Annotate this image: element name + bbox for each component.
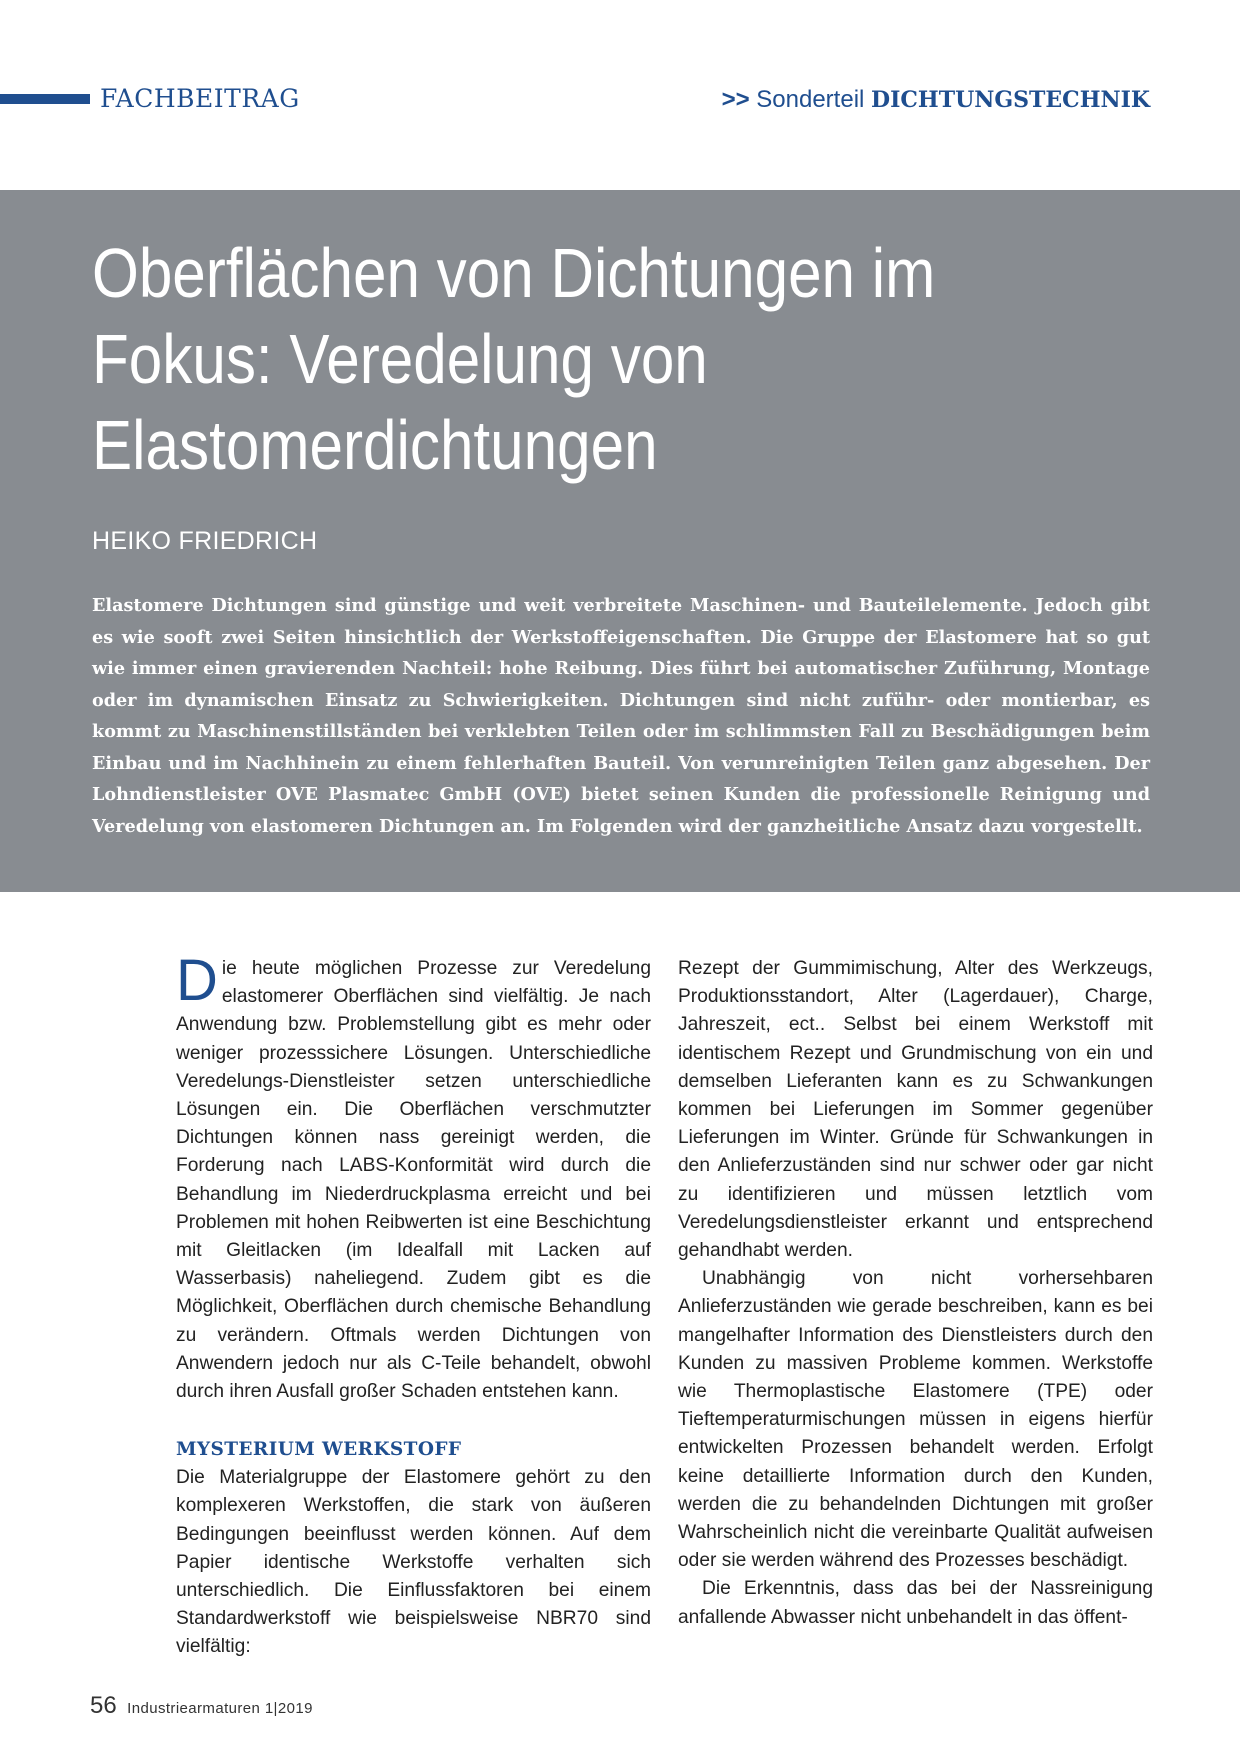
- arrows-glyph: >>: [721, 86, 750, 113]
- body-paragraph: Die Erkenntnis, dass das bei der Nassreinigung anfallende Abwasser nicht unbehandelt in das öffent-: [678, 1578, 1153, 1628]
- page-footer: [90, 1692, 313, 1720]
- body-column-right: [678, 955, 1153, 1632]
- section-heading: MYSTERIUM WERKSTOFF: [176, 1439, 462, 1461]
- article-abstract: Elastomere Dichtungen sind günstige und weit verbreitete Maschinen- und Bauteilelemente. Jedoch gibt es wie sooft zwei Seiten hinsichtlich der Werkstoffeigenschaften. Die Gruppe der Elastomere hat so gut wie immer einen gravierenden Nachteil: hohe Reibung. Dies führt bei automatischer Zuführung, Montage oder im dynamischen Einsatz zu Schwierigkeiten. Dichtungen sind nicht zuführ- oder montierbar, es kommt zu Maschinenstillständen bei verklebten Teilen oder im schlimmsten Fall zu Beschädigungen beim Einbau und im Nachhinein zu einem fehlerhaften Bauteil. Von verunreinigten Teilen ganz abgesehen. Der Lohndienstleister OVE Plasmatec GmbH (OVE) bietet seinen Kunden die professionelle Reinigung und Veredelung von elastomeren Dichtungen an. Im Folgenden wird der ganzheitliche Ansatz dazu vorgestellt.: [92, 595, 1150, 837]
- body-column-left: [176, 948, 651, 1662]
- page-number: 56: [90, 1692, 117, 1719]
- body-paragraph: Die Materialgruppe der Elastomere gehört zu den komplexeren Werkstoffen, die stark von äußeren Bedingungen beeinflusst werden können. Auf dem Papier identische Werkstoffe verhalten sich unterschiedlich. Die Einflussfaktoren bei einem Standardwerkstoff wie beispielsweise NBR70 sind vielfältig:: [176, 1467, 651, 1658]
- drop-cap: D: [176, 948, 218, 1013]
- body-paragraph: Rezept der Gummimischung, Alter des Werkzeugs, Produktionsstandort, Alter (Lagerdauer), Charge, Jahreszeit, ect.. Selbst bei einem Werkstoff mit identischem Rezept und Grundmischung von ein und demselben Lieferanten kann es zu Schwankungen kommen bei Lieferungen im Sommer gegenüber Lieferungen im Winter. Gründe für Schwankungen in den Anlieferzuständen sind nur schwer oder gar nicht zu identifizieren und müssen letztlich vom Veredelungsdienstleister erkannt und entsprechend gehandhabt werden.: [678, 958, 1153, 1262]
- paragraph-text: ie heute möglichen Prozesse zur Veredelung elastomerer Oberflächen sind vielfältig. Je nach Anwendung bzw. Problemstellung gibt es mehr oder weniger prozesssichere Lösungen. Unterschiedliche Veredelungs-Dienstleister setzen unterschiedliche Lösungen ein. Die Oberflächen verschmutzter Dichtungen können nass gereinigt werden, die Forderung nach LABS-Konformität wird durch die Behandlung im Niederdruckplasma erreicht und bei Problemen mit hohen Reibwerten ist eine Beschichtung mit Gleitlacken (im Idealfall mit Lacken auf Wasserbasis) naheliegend. Zudem gibt es die Möglichkeit, Oberflächen durch chemische Behandlung zu verändern. Oftmals werden Dichtungen von Anwendern jedoch nur als C-Teile behandelt, obwohl durch ihren Ausfall großer Schaden entstehen kann.: [176, 958, 651, 1403]
- body-paragraph: [176, 948, 651, 1406]
- body-paragraph: Unabhängig von nicht vorhersehbaren Anlieferzuständen wie gerade beschreiben, kann es bei mangelhafter Information des Dienstleisters durch den Kunden zu massiven Probleme kommen. Werkstoffe wie Thermoplastische Elastomere (TPE) oder Tieftemperaturmischungen müssen in eigens hierfür entwickelten Prozessen behandelt werden. Erfolgt keine detaillierte Information durch den Kunden, werden die zu behandelnden Dichtungen mit großer Wahrscheinlich nicht die vereinbarte Qualität aufweisen oder sie werden während des Prozesses beschädigt.: [678, 1268, 1153, 1572]
- special-section-prefix: Sonderteil: [756, 86, 865, 113]
- special-section-label: [722, 86, 1150, 114]
- section-tag: FACHBEITRAG: [100, 84, 300, 113]
- article-title: Oberflächen von Dichtungen im Fokus: Veredelung von Elastomerdichtungen: [92, 234, 936, 484]
- special-section-name: DICHTUNGSTECHNIK: [871, 87, 1150, 113]
- title-banner: [0, 190, 1240, 892]
- journal-issue: Industriearmaturen 1|2019: [127, 1700, 313, 1717]
- header-accent-bar: [0, 94, 90, 104]
- article-author: HEIKO FRIEDRICH: [92, 527, 318, 555]
